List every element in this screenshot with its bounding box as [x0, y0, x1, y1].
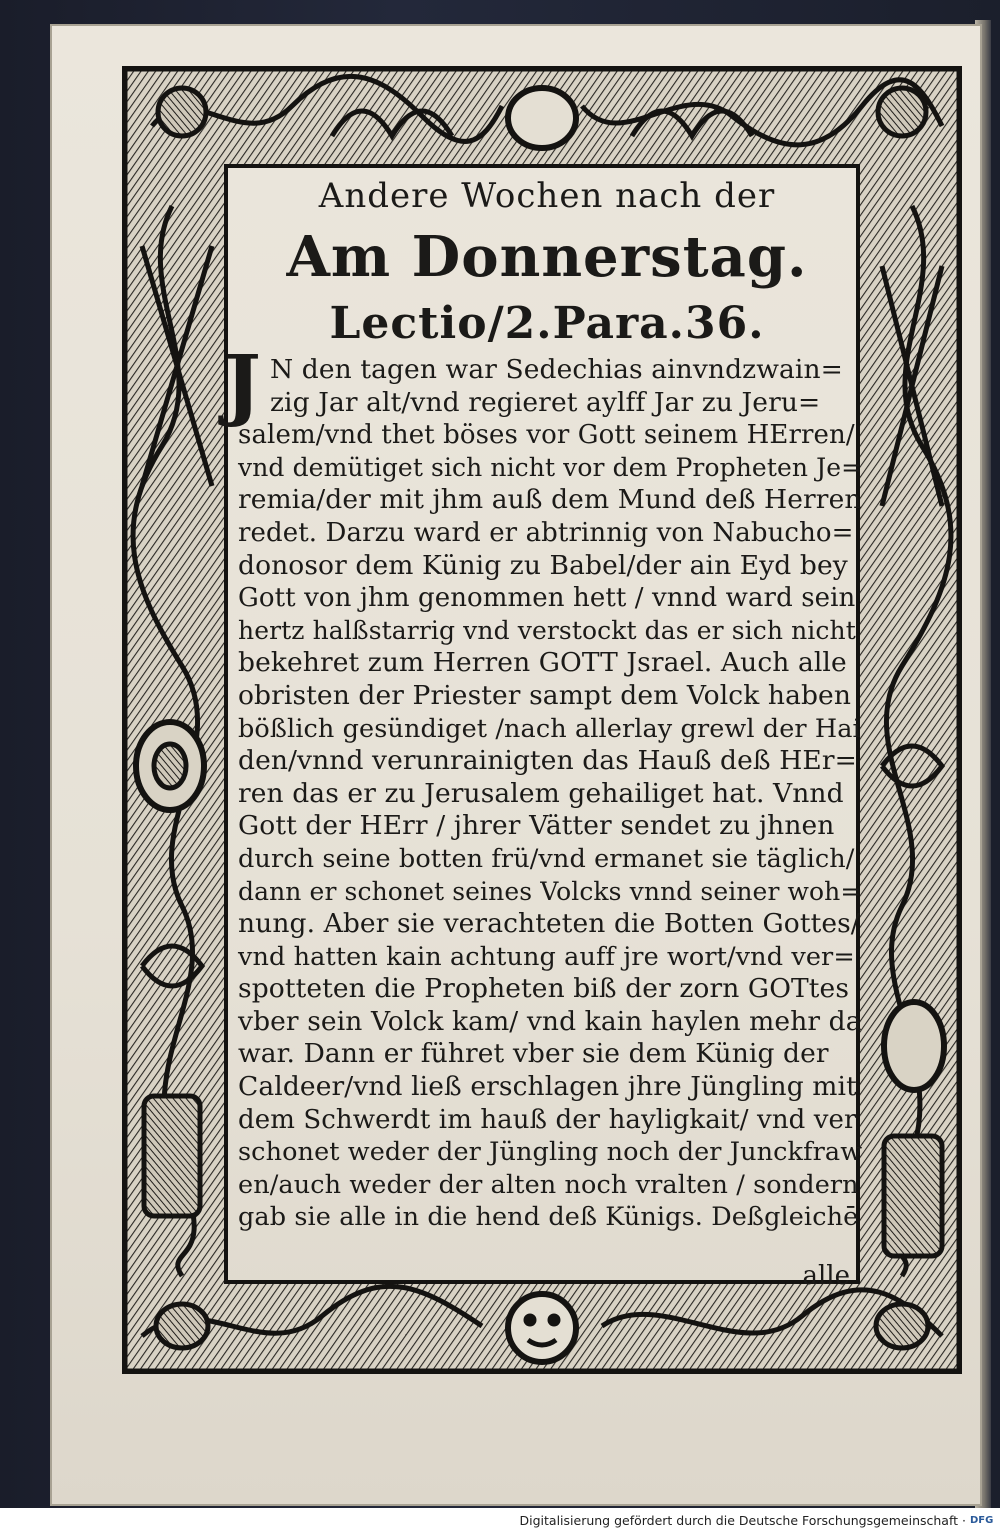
body-line: Gott von jhm genommen hett / vnnd ward sein [238, 583, 856, 614]
body-line: salem/vnd thet böses vor Gott seinem HErren/ [238, 420, 855, 451]
body-line: spotteten die Propheten biß der zorn GOTtes [238, 973, 850, 1005]
body-line: schonet weder der Jüngling noch der Junckfraw [238, 1137, 863, 1168]
body-line: nung. Aber sie verachteten die Botten Gottes/ [238, 908, 860, 940]
drop-initial: J [224, 339, 261, 430]
body-line: zig Jar alt/vnd regieret aylff Jar zu Jeru= [270, 386, 821, 418]
body-line: war. Dann er führet vber sie dem Künig der [238, 1038, 829, 1070]
body-line: vnd demütiget sich nicht vor dem Propheten Je= [238, 452, 863, 482]
heading-line-1: Andere Wochen nach der [318, 176, 776, 216]
heading-title: Am Donnerstag. [286, 224, 808, 290]
body-line: Gott der HErr / jhrer Vätter sendet zu jhnen [238, 810, 835, 842]
body-line: redet. Darzu ward er abtrinnig von Nabucho= [238, 517, 854, 548]
text-block [224, 168, 864, 1291]
body-line: den/vnnd verunrainigten das Hauß deß HEr= [238, 745, 857, 777]
body-line: obristen der Priester sampt dem Volck haben [238, 679, 851, 711]
heading-lectio: Lectio/2.Para.36. [329, 298, 765, 349]
body-line: vber sein Volck kam/ vnd kain haylen mehr da [238, 1005, 862, 1037]
body-line: gab sie alle in die hend deß Künigs. Deßgleichē [238, 1202, 859, 1233]
body-line: remia/der mit jhm auß dem Mund deß Herren [238, 484, 862, 516]
footer-bar [0, 1508, 1000, 1534]
body-line: durch seine botten frü/vnd ermanet sie täglich/ [238, 843, 855, 874]
body-line: bößlich gesündiget /nach allerlay grewl der Hai [238, 713, 861, 744]
body-line: vnd hatten kain achtung auff jre wort/vnd ver= [238, 941, 855, 972]
body-line: donosor dem Künig zu Babel/der ain Eyd bey [238, 549, 848, 581]
body-line: dem Schwerdt im hauß der hayligkait/ vnd ver [238, 1104, 857, 1135]
body-text [238, 354, 864, 1234]
body-line: Caldeer/vnd ließ erschlagen jhre Jüngling mit [238, 1071, 857, 1103]
body-line: dann er schonet seines Volcks vnnd seiner woh= [238, 876, 862, 906]
body-line: en/auch weder der alten noch vralten / sondern [238, 1169, 859, 1200]
body-line: bekehret zum Herren GOTT Jsrael. Auch alle [238, 647, 847, 679]
body-line: N den tagen war Sedechias ainvndzwain= [270, 354, 843, 385]
body-line: ren das er zu Jerusalem gehailiget hat. Vnnd [238, 777, 844, 809]
dfg-logo[interactable]: DFG [970, 1515, 994, 1526]
catchword: alle [802, 1261, 850, 1291]
footer-credit: Digitalisierung gefördert durch die Deutsche Forschungsgemeinschaft · [519, 1513, 966, 1528]
body-line: hertz halßstarrig vnd verstockt das er sich nicht [238, 615, 856, 645]
